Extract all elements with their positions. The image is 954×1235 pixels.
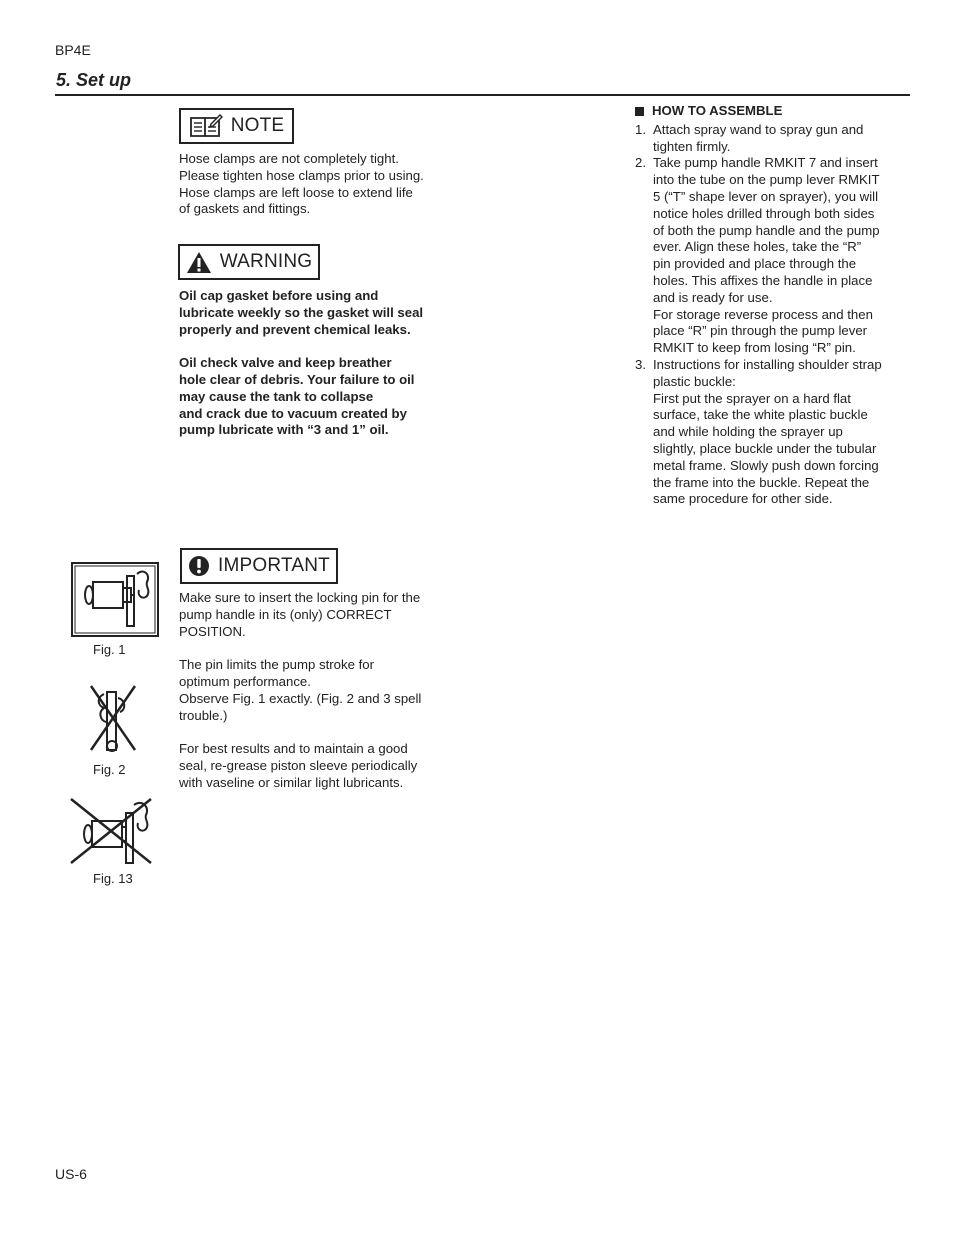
step-text: Take pump handle RMKIT 7 and insert into the tube on the pump lever RMKIT 5 (“T” shape lever on sprayer), you will notice holes drilled through both sides of both the pump handle and the pump ever. Align these holes, take the “R” pin provided and place through the holes. This affixes the handle in place and is ready for use. For storage reverse process and then place “R” pin through the pump lever RMKIT to keep from losing “R” pin.: [653, 155, 880, 356]
warning-paragraph: Oil check valve and keep breather hole clear of debris. Your failure to oil may cause the tank to collapse and crack due to vacuum created by pump lubricate with “3 and 1” oil.: [179, 355, 415, 438]
important-body: [179, 590, 449, 792]
figure-caption: Fig. 13: [93, 871, 133, 886]
warning-paragraph: Oil cap gasket before using and lubricate weekly so the gasket will seal properly and prevent chemical leaks.: [179, 288, 424, 337]
exclamation-circle-icon: [188, 555, 210, 577]
square-bullet-icon: [635, 107, 644, 116]
step-number: 2.: [635, 155, 646, 171]
figure-caption: Fig. 2: [93, 762, 126, 777]
warning-triangle-icon: [186, 251, 212, 274]
important-badge: [180, 548, 338, 584]
warning-badge: [178, 244, 320, 280]
important-paragraph: For best results and to maintain a good seal, re-grease piston sleeve periodically with vaseline or similar light lubricants.: [179, 741, 418, 790]
assembly-step: [635, 155, 905, 357]
step-number: 1.: [635, 121, 646, 137]
warning-label: WARNING: [219, 251, 313, 272]
assembly-heading: [635, 103, 905, 120]
model-code: BP4E: [55, 42, 91, 58]
note-badge: [179, 108, 294, 144]
note-text: Hose clamps are not completely tight. Please tighten hose clamps prior to using. Hose clamps are left loose to extend life of gaskets and fittings.: [179, 151, 424, 217]
figure-caption: Fig. 1: [93, 642, 126, 657]
important-paragraph: The pin limits the pump stroke for optimum performance. Observe Fig. 1 exactly. (Fig. 2 and 3 spell trouble.): [179, 657, 422, 723]
note-label: NOTE: [230, 115, 285, 136]
assembly-instructions: [635, 103, 905, 508]
header-divider: [55, 94, 910, 96]
note-body: [179, 151, 449, 218]
important-label: IMPORTANT: [218, 555, 330, 576]
warning-body: [179, 288, 449, 439]
important-paragraph: Make sure to insert the locking pin for the pump handle in its (only) CORRECT POSITION.: [179, 590, 421, 639]
pump-handle-correct-icon: [71, 562, 159, 637]
step-text: Attach spray wand to spray gun and tighten firmly.: [653, 121, 864, 154]
assembly-heading-text: HOW TO ASSEMBLE: [652, 103, 783, 118]
step-text: Instructions for installing shoulder strap plastic buckle: First put the sprayer on a hard flat surface, take the white plastic buckle and while holding the sprayer up slightly, place buckle under the tubular metal frame. Slowly push down forcing the frame into the buckle. Repeat the same procedure for other side.: [653, 356, 882, 507]
section-title: 5. Set up: [56, 70, 132, 90]
page-number: US-6: [55, 1166, 87, 1182]
pump-handle-wrong-crossed-icon: [88, 684, 140, 754]
assembly-step: [635, 357, 905, 508]
note-book-icon: [189, 114, 223, 138]
step-number: 3.: [635, 356, 646, 372]
pump-handle-wrong-crossed-icon: [68, 795, 156, 867]
assembly-step: [635, 122, 905, 156]
